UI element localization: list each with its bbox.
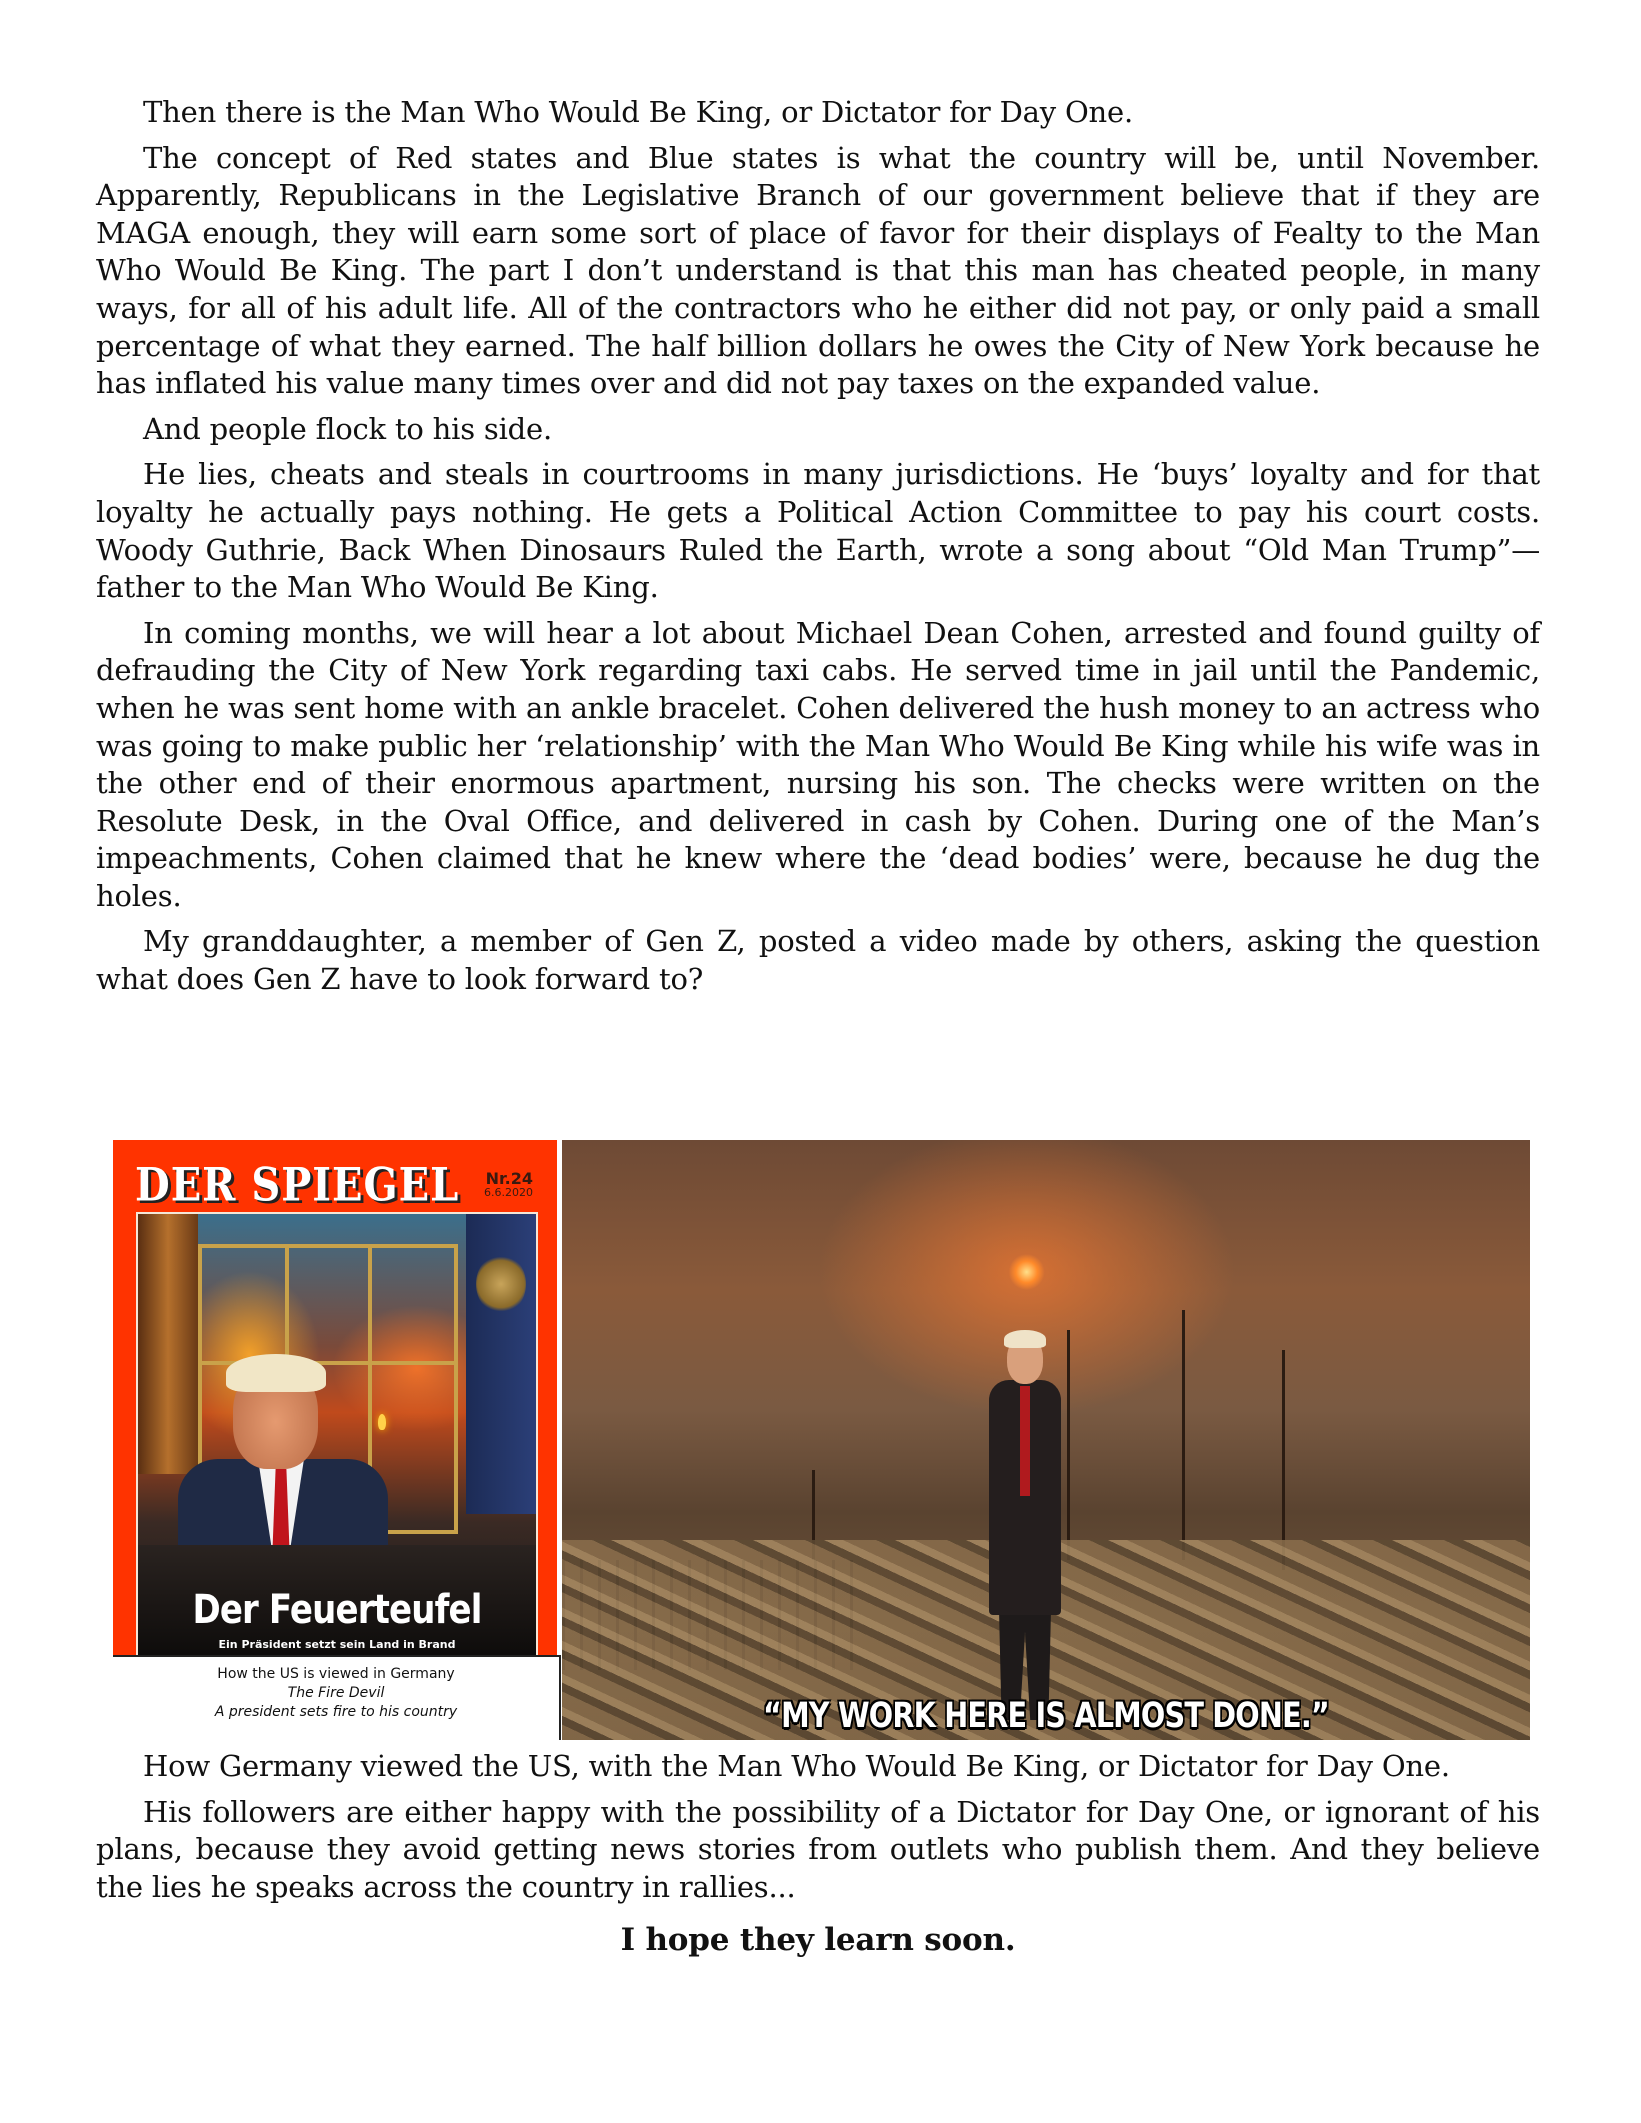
- paragraph-red-blue-states: The concept of Red states and Blue states is what the country will be, until November. Apparently, Republicans in the Legislative Branch of our government believe that if they are MAGA enough, they will earn some sort of place of favor for their displays of Fealty to the Man Who Would Be King. The part I don’t understand is that this man has cheated people, in many ways, for all of his adult life. All of the contractors who he either did not pay, or only paid a small percentage of what they earned. The half billion dollars he owes the City of New York because he has inflated his value many times over and did not pay taxes on the expanded value.: [96, 140, 1540, 401]
- paragraph-cohen: In coming months, we will hear a lot about Michael Dean Cohen, arrested and found guilty of defrauding the City of New York regarding taxi cabs. He served time in jail until the Pandemic, when he was sent home with an ankle bracelet. Cohen delivered the hush money to an actress who was going to make public her ‘relationship’ with the Man Who Would Be King while his wife was in the other end of their enormous apartment, nursing his son. The checks were written on the Resolute Desk, in the Oval Office, and delivered in cash by Cohen. During one of the Man’s impeachments, Cohen claimed that he knew where the ‘dead bodies’ were, because he dug the holes.: [96, 615, 1540, 913]
- issue-number: Nr.24: [485, 1169, 533, 1188]
- cover-subheadline: Ein Präsident setzt sein Land in Brand: [218, 1638, 456, 1651]
- burnt-tree-graphic: [1067, 1330, 1070, 1560]
- wildfire-meme-image: [562, 1140, 1530, 1740]
- magazine-masthead: DER SPIEGEL: [135, 1158, 460, 1213]
- issue-date: 6.6.2020: [484, 1186, 533, 1199]
- paragraph-followers: His followers are either happy with the possibility of a Dictator for Day One, or ignorant of his plans, because they avoid getting news stories from outlets who publish them. And they believe the lies he speaks across the country in rallies...: [96, 1794, 1540, 1904]
- flag-graphic: [466, 1214, 536, 1514]
- paragraph-granddaughter: My granddaughter, a member of Gen Z, posted a video made by others, asking the question what does Gen Z have to look forward to?: [96, 924, 1540, 997]
- caption-line-3: A president sets fire to his country: [214, 1704, 458, 1720]
- caption-line-2: The Fire Devil: [287, 1685, 385, 1701]
- match-flame-icon: [378, 1414, 386, 1430]
- magazine-issue-info: [484, 1169, 533, 1200]
- cover-illustration: [136, 1212, 538, 1655]
- caption-line-1: How the US is viewed in Germany: [217, 1666, 455, 1682]
- paragraph-intro: Then there is the Man Who Would Be King, or Dictator for Day One.: [143, 95, 1133, 129]
- closing-line: I hope they learn soon.: [620, 1922, 1016, 1959]
- burnt-tree-graphic: [1182, 1310, 1185, 1560]
- cover-headline: Der Feuerteufel: [192, 1587, 482, 1633]
- figure-hair-graphic: [226, 1354, 326, 1392]
- document-body-bottom: [96, 1748, 1540, 1968]
- burnt-tree-graphic: [1282, 1350, 1285, 1570]
- meme-caption: “MY WORK HERE IS ALMOST DONE.”: [763, 1696, 1329, 1736]
- magazine-cover-image: [113, 1140, 557, 1655]
- cover-caption-box: [113, 1655, 561, 1740]
- figure-images: [113, 1140, 1530, 1740]
- document-body-top: [96, 94, 1540, 999]
- standing-figure-hair: [1004, 1330, 1046, 1348]
- paragraph-people-flock: And people flock to his side.: [143, 411, 552, 446]
- curtain-graphic: [138, 1214, 198, 1474]
- paragraph-germany-view: How Germany viewed the US, with the Man Who Would Be King, or Dictator for Day One.: [143, 1749, 1450, 1783]
- paragraph-lies-cheats: He lies, cheats and steals in courtrooms in many jurisdictions. He ‘buys’ loyalty and for that loyalty he actually pays nothing. He gets a Political Action Committee to pay his court costs. Woody Guthrie, Back When Dinosaurs Ruled the Earth, wrote a song about “Old Man Trump”—father to the Man Who Would Be King.: [96, 457, 1540, 605]
- seal-icon: [476, 1254, 526, 1314]
- standing-figure-tie: [1020, 1386, 1030, 1496]
